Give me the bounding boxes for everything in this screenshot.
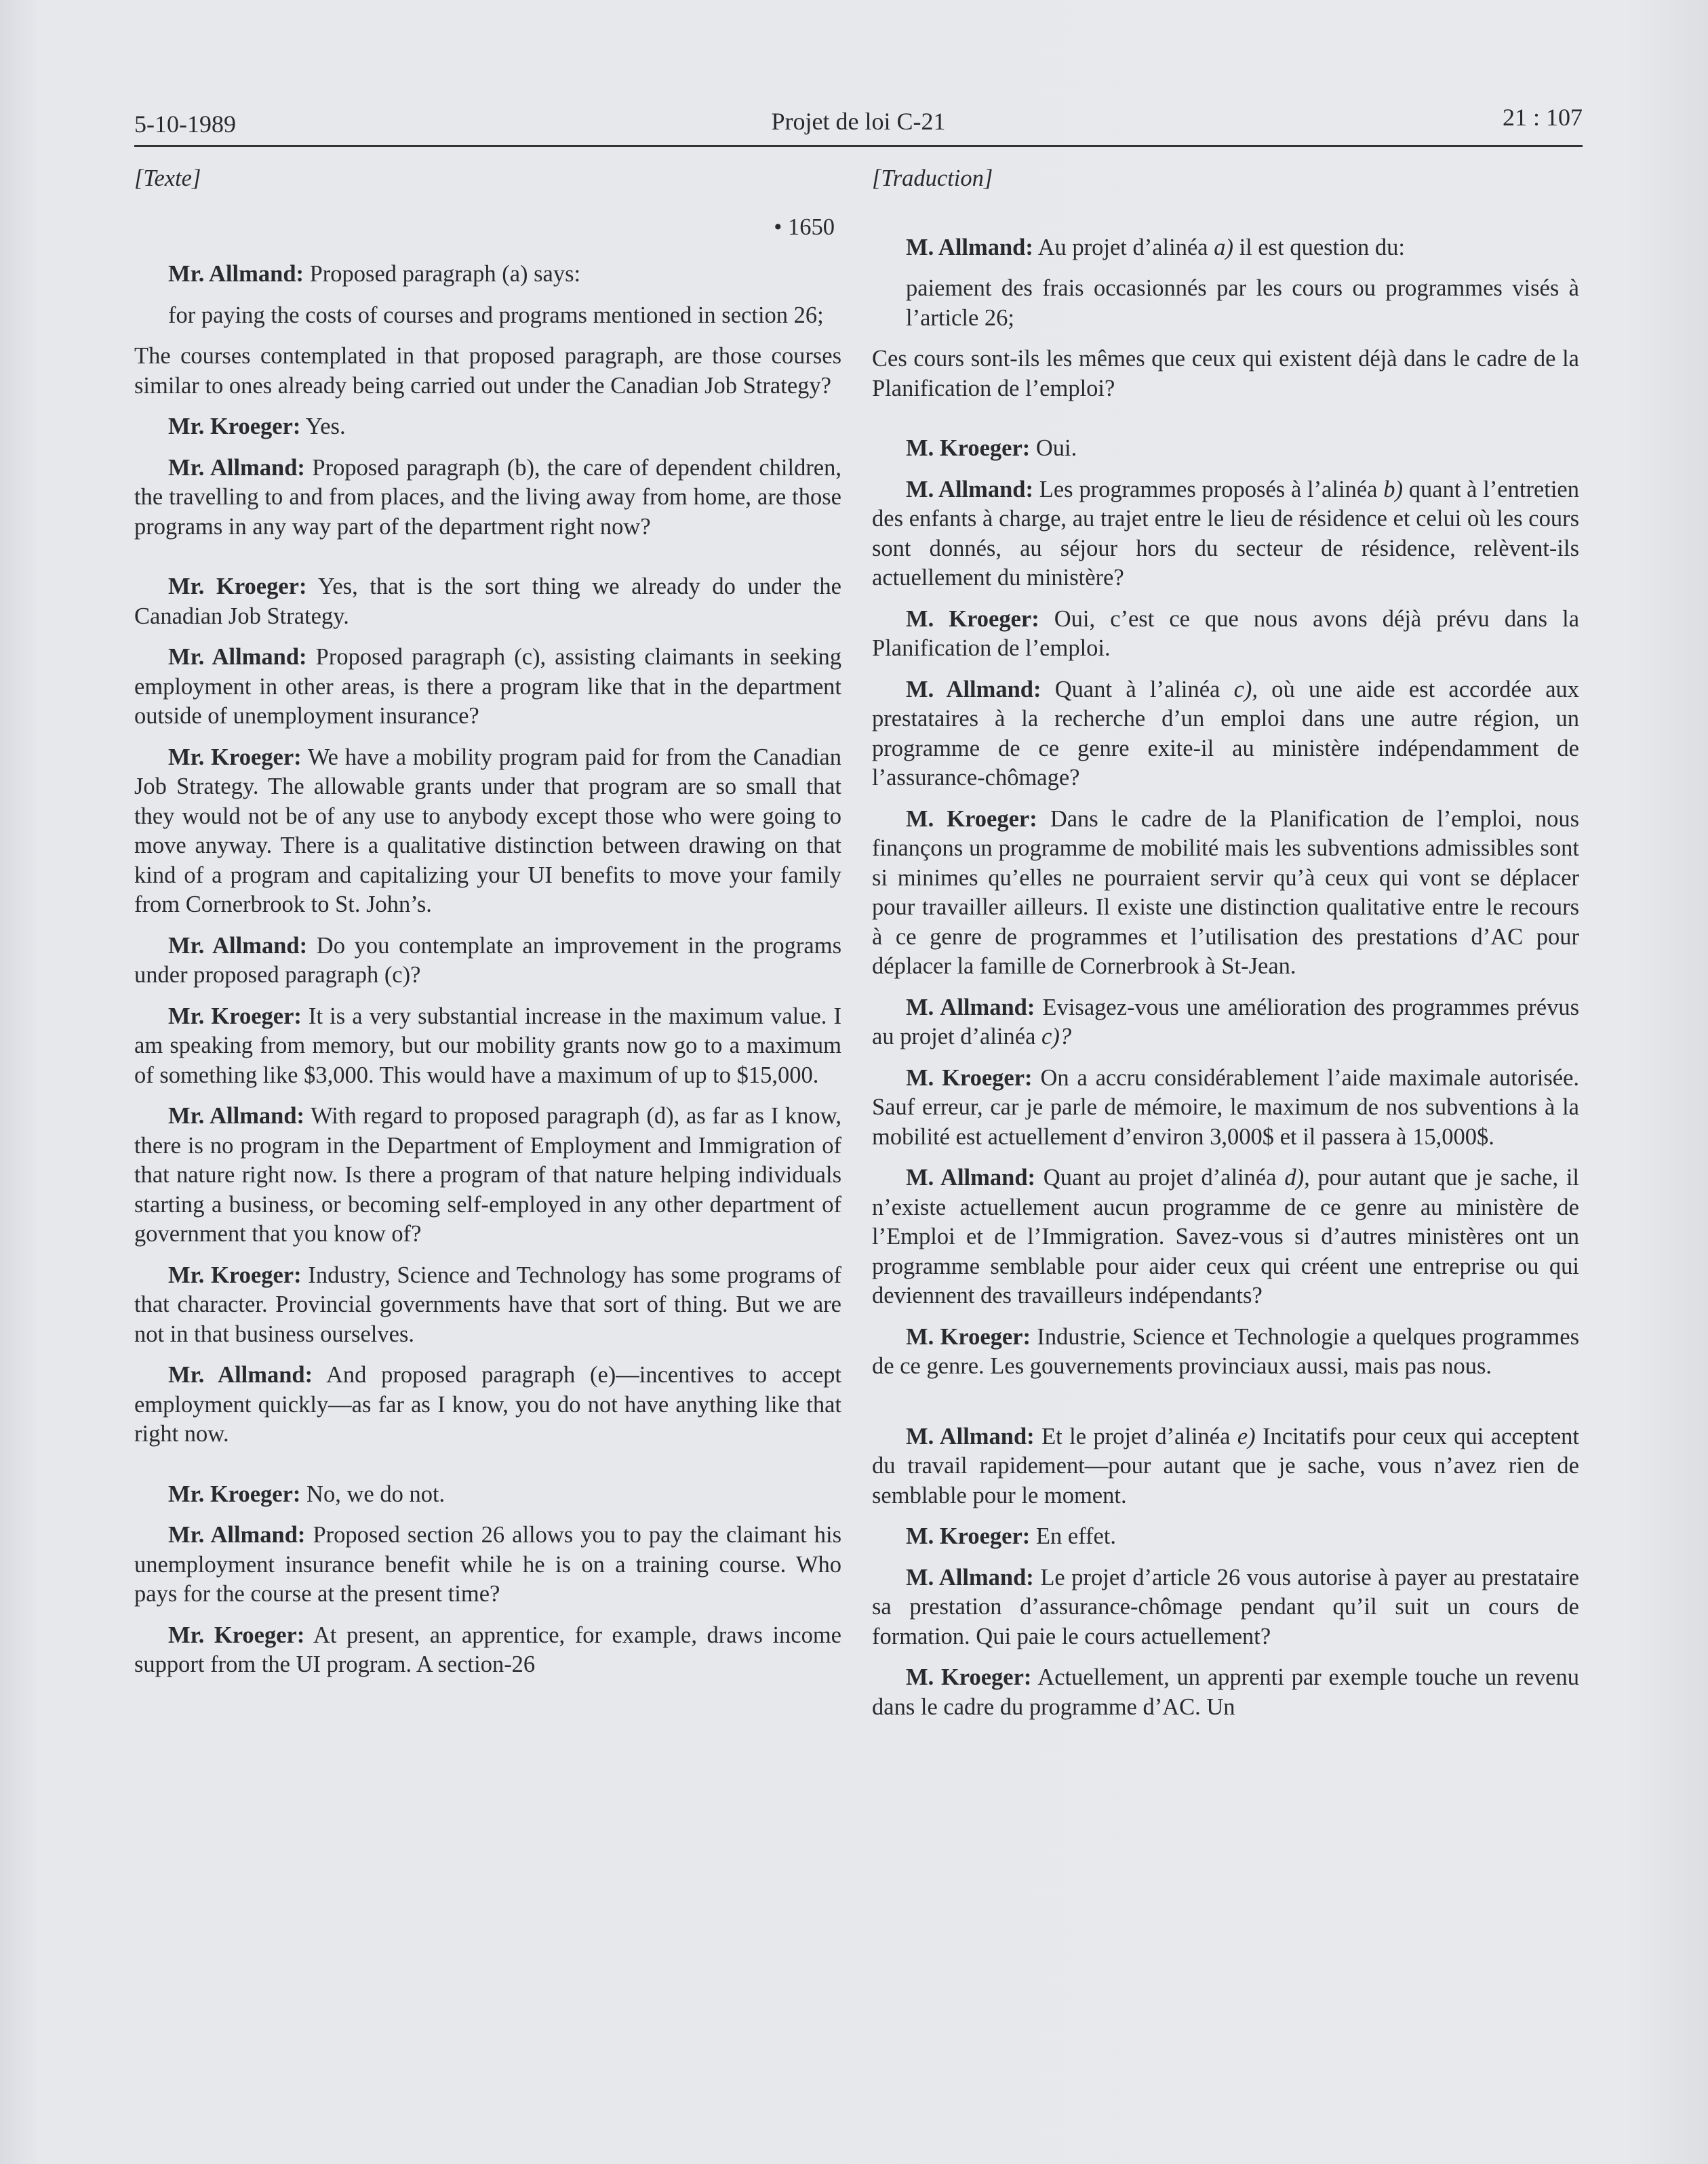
paragraph	[134, 1261, 841, 1350]
speaker-name: Mr. Allmand:	[168, 1362, 313, 1388]
paragraph	[134, 1102, 841, 1249]
speaker-name: Mr. Allmand:	[168, 644, 307, 670]
speech-text: Evisagez-vous une amélioration des programmes prévus au projet d’alinéa	[872, 994, 1579, 1049]
speech-text: On a accru considérablement l’aide maximale autorisée. Sauf erreur, car je parle de mémoire, le maximum de nos subventions à la mobilité est actuellement d’environ 3,000$ et il passera à 15,000$.	[872, 1064, 1580, 1150]
spacer	[872, 415, 1579, 434]
paragraph-ref: b)	[1383, 476, 1403, 502]
paragraph	[872, 1522, 1579, 1552]
speech-text: où une aide est accordée aux prestataires à la recherche d’un emploi dans une autre région, un programme de ce genre exite-il au ministère indépendamment de l’assurance-chômage?	[872, 676, 1580, 790]
paragraph	[134, 1361, 841, 1449]
paragraph	[872, 805, 1579, 982]
speech-text: Le projet d’article 26 vous autorise à payer au prestataire sa prestation d’assurance-chômage pendant qu’il suit un cours de formation. Qui paie le cours actuellement?	[872, 1564, 1579, 1649]
speech-text: We have a mobility program paid for from the Canadian Job Strategy. The allowable grants under that program are so small that they would not be of any use to anybody except those who were going to move anyway. There is a qualitative distinction between drawing on that kind of a program and capitalizing your UI benefits to move your family from Cornerbrook to St. John’s.	[134, 744, 841, 917]
paragraph	[134, 454, 841, 542]
speaker-name: Mr. Allmand:	[168, 261, 304, 287]
paragraph	[872, 675, 1579, 793]
paragraph	[872, 1422, 1579, 1511]
paragraph-ref: c),	[1233, 676, 1258, 702]
header-page-number: 21 : 107	[1502, 104, 1583, 131]
speaker-name: Mr. Kroeger:	[168, 574, 307, 599]
quoted-text: paiement des frais occasionnés par les cours ou programmes visés à l’article 26;	[906, 275, 1579, 331]
paragraph	[872, 434, 1579, 464]
paragraph	[872, 1163, 1579, 1311]
spacer	[134, 1461, 841, 1480]
speech-text: Oui, c’est ce que nous avons déjà prévu dans la Planification de l’emploi.	[872, 605, 1580, 661]
speech-text: Quant au projet d’alinéa	[1043, 1165, 1277, 1190]
speaker-name: M. Allmand:	[906, 1165, 1035, 1190]
speaker-name: M. Allmand:	[906, 476, 1033, 502]
paragraph	[872, 1323, 1579, 1382]
time-stamp: • 1650	[774, 214, 835, 240]
paragraph-ref: d),	[1284, 1165, 1310, 1190]
speech-text: Proposed paragraph (b), the care of dependent children, the travelling to and from places, and the living away from home, are those programs in any way part of the department right now?	[134, 454, 841, 540]
header-title: Projet de loi C-21	[771, 108, 946, 135]
speech-text: With regard to proposed paragraph (d), as far as I know, there is no program in the Department of Employment and Immigration of that nature right now. Is there a program of that nature helping individuals starting a business, or becoming self-employed in any other department of government that you know of?	[134, 1103, 841, 1247]
paragraph	[872, 605, 1579, 664]
paragraph-ref: a)	[1214, 234, 1233, 260]
paragraph	[134, 572, 841, 631]
speech-text: Industrie, Science et Technologie a quelques programmes de ce genre. Les gouvernements provinciaux aussi, mais pas nous.	[872, 1323, 1579, 1379]
speech-text: quant à l’entretien des enfants à charge, au trajet entre le lieu de résidence et celui où les cours sont donnés, au séjour hors du secteur de résidence, relèvent-ils actuellement du ministère?	[872, 476, 1579, 590]
speaker-name: Mr. Kroeger:	[168, 1003, 302, 1029]
speech-text: Dans le cadre de la Planification de l’emploi, nous finançons un programme de mobilité mais les subventions admissibles sont si minimes qu’elles ne pourraient servir qu’à ceux qui vont se déplacer pour travailler ailleurs. Il existe une distinction qualitative entre le recours à ce genre de programmes et l’utilisation des prestations d’AC pour déplacer la famille de Cornerbrook à St-Jean.	[872, 805, 1580, 979]
speech-text: Actuellement, un apprenti par exemple touche un revenu dans le cadre du programme d’AC. Un	[872, 1664, 1579, 1720]
speech-text: Proposed paragraph (a) says:	[309, 261, 581, 287]
speaker-name: Mr. Allmand:	[168, 932, 308, 959]
paragraph	[872, 475, 1579, 593]
speech-text: And proposed paragraph (e)—incentives to accept employment quickly—as far as I know, you do not have anything like that right now.	[134, 1362, 842, 1447]
speaker-name: Mr. Allmand:	[168, 1522, 306, 1548]
speech-text: At present, an apprentice, for example, draws income support from the UI program. A section-26	[134, 1622, 841, 1677]
speaker-name: M. Kroeger:	[906, 1664, 1032, 1690]
speech-text: Au projet d’alinéa	[1037, 234, 1208, 260]
speaker-name: M. Kroeger:	[906, 1064, 1033, 1091]
speaker-name: M. Kroeger:	[906, 805, 1037, 832]
paragraph	[134, 743, 841, 920]
english-column	[134, 164, 841, 1691]
paragraph-ref: e)	[1237, 1423, 1256, 1449]
paragraph	[134, 1621, 841, 1680]
speech-text: Do you contemplate an improvement in the programs under proposed paragraph (c)?	[134, 932, 842, 988]
language-marker: [Traduction]	[872, 165, 993, 191]
speech-text: Incitatifs pour ceux qui acceptent du travail rapidement—pour autant que je sache, vous n’avez rien de semblable pour le moment.	[872, 1423, 1580, 1508]
speech-text: Les programmes proposés à l’alinéa	[1039, 476, 1378, 502]
french-column	[872, 164, 1579, 1734]
speech-text: Industry, Science and Technology has some programs of that character. Provincial governments have that sort of thing. But we are not in that business ourselves.	[134, 1262, 841, 1347]
speaker-name: Mr. Kroeger:	[168, 1622, 305, 1648]
speaker-name: Mr. Allmand:	[168, 454, 305, 481]
spacer	[872, 1393, 1579, 1422]
paragraph	[134, 643, 841, 732]
speech-text: En effet.	[1035, 1523, 1117, 1549]
speech-text: No, we do not.	[306, 1481, 445, 1507]
speaker-name: M. Allmand:	[906, 676, 1041, 702]
paragraph	[872, 1663, 1579, 1722]
speaker-name: Mr. Kroeger:	[168, 414, 301, 439]
speaker-name: M. Kroeger:	[906, 1323, 1031, 1350]
paragraph: Ces cours sont-ils les mêmes que ceux qui existent déjà dans le cadre de la Planification de l’emploi?	[872, 346, 1579, 401]
paragraph	[872, 993, 1579, 1052]
speaker-name: M. Allmand:	[906, 994, 1035, 1020]
speaker-name: Mr. Kroeger:	[168, 744, 302, 770]
speech-text: Yes.	[305, 414, 346, 439]
speech-text: Quant à l’alinéa	[1054, 676, 1220, 702]
speaker-name: M. Allmand:	[906, 1564, 1034, 1590]
speech-text: Yes, that is the sort thing we already do under the Canadian Job Strategy.	[134, 574, 841, 629]
language-marker: [Texte]	[134, 165, 201, 191]
speaker-name: M. Kroeger:	[906, 1523, 1031, 1549]
quoted-text: for paying the costs of courses and programs mentioned in section 26;	[168, 302, 824, 328]
paragraph: The courses contemplated in that proposed paragraph, are those courses similar to ones already being carried out under the Canadian Job Strategy?	[134, 343, 841, 399]
paragraph-ref: c)?	[1041, 1024, 1072, 1049]
spacer	[134, 553, 841, 572]
speaker-name: M. Kroeger:	[906, 435, 1031, 461]
paragraph	[134, 412, 841, 442]
header-date: 5-10-1989	[134, 111, 236, 138]
speech-text: Et le projet d’alinéa	[1041, 1423, 1231, 1449]
speech-text: It is a very substantial increase in the maximum value. I am speaking from memory, but our mobility grants now go to a maximum of something like $3,000. This would have a maximum of up to $15,000.	[134, 1003, 841, 1088]
spacer	[872, 214, 1579, 233]
paragraph	[134, 1521, 841, 1609]
speech-text: Proposed paragraph (c), assisting claimants in seeking employment in other areas, is there a program like that in the department outside of unemployment insurance?	[134, 644, 841, 729]
paragraph	[872, 233, 1579, 263]
paragraph	[134, 260, 841, 289]
speech-text: il est question du:	[1239, 234, 1405, 260]
speech-text: Oui.	[1035, 435, 1077, 461]
speech-text: pour autant que je sache, il n’existe actuellement aucun programme de ce genre au ministère de l’Emploi et de l’Immigration. Savez-vous si d’autres ministères ont un programme semblable pour aider ceux qui créent une entreprise ou qui deviennent des travailleurs indépendants?	[872, 1165, 1580, 1308]
paragraph	[872, 1064, 1579, 1153]
speech-text: Proposed section 26 allows you to pay the claimant his unemployment insurance benefit while he is on a training course. Who pays for the course at the present time?	[134, 1522, 842, 1607]
paragraph	[134, 1480, 841, 1510]
speaker-name: Mr. Kroeger:	[168, 1262, 302, 1288]
speaker-name: M. Kroeger:	[906, 605, 1039, 632]
paragraph	[872, 1563, 1579, 1652]
paragraph	[134, 931, 841, 990]
paragraph	[134, 1002, 841, 1091]
page-header	[134, 100, 1583, 147]
speaker-name: M. Allmand:	[906, 1423, 1035, 1449]
speaker-name: Mr. Allmand:	[168, 1103, 305, 1129]
speaker-name: M. Allmand:	[906, 234, 1033, 260]
speaker-name: Mr. Kroeger:	[168, 1481, 301, 1507]
